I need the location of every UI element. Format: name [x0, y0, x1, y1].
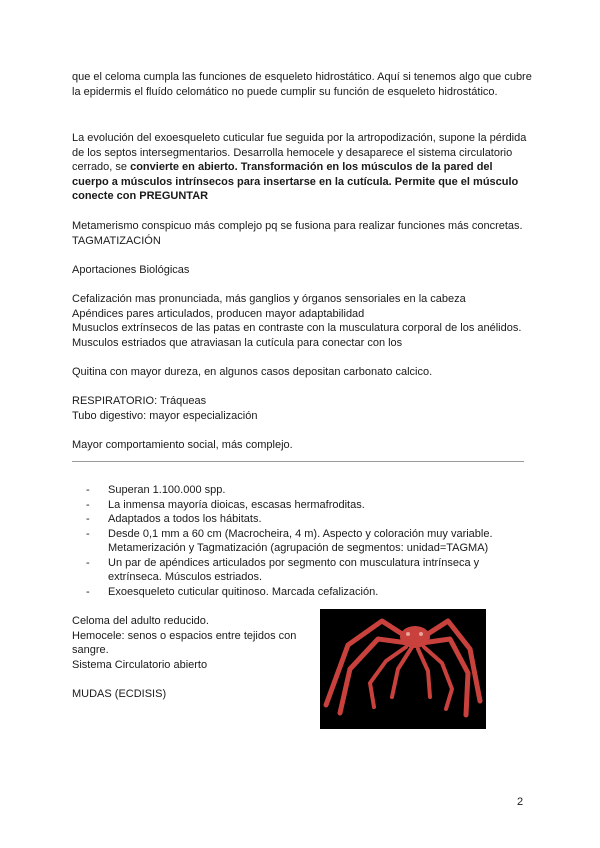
dash-bullet: -: [86, 513, 90, 525]
paragraph-text: que el celoma cumpla las funciones de esqueleto hidrostático. Aquí si tenemos algo que cubre la epidermis el fluído celomático no puede cumplir su función de esqueleto hidrostático.: [72, 71, 532, 98]
list-item: [86, 498, 526, 513]
aportaciones-list: [72, 292, 532, 350]
crab-leg: [370, 647, 406, 707]
paragraph-quitina: [72, 365, 532, 380]
normal-text: La evolución del exoesqueleto cuticular fue seguida por la artropodización, supone la pérdida de los septos intersegmentarios. Desarrolla hemocele y desaparece el sistema circulatorio cerrado, se: [72, 132, 527, 173]
aportaciones-heading: [72, 263, 532, 278]
list-item-text: La inmensa mayoría dioicas, escasas hermafroditas.: [108, 498, 365, 511]
spider-crab-photo: [320, 609, 486, 729]
aportacion-item: Musuclos extrínsecos de las patas en contraste con la musculatura corporal de los anélidos.: [72, 322, 522, 334]
paragraph-text: [72, 131, 532, 204]
spider-crab-illustration: [320, 609, 486, 729]
aportacion-item: Musculos estriados que atraviasan la cutícula para conectar con los: [72, 336, 403, 349]
dash-bullet: -: [86, 498, 90, 511]
paragraph-sistemas: [72, 394, 532, 423]
page-number: 2: [517, 796, 524, 808]
crab-leg: [326, 621, 410, 705]
paragraph-comportamiento: [72, 438, 532, 453]
crab-eye: [419, 632, 423, 636]
paragraph-celoma-hidrostatico: [72, 70, 532, 99]
crab-eye: [406, 632, 410, 636]
list-item: [86, 556, 526, 585]
mudas-note: MUDAS (ECDISIS): [72, 687, 167, 700]
list-item: [86, 512, 526, 527]
paragraph-artropodizacion: [72, 131, 532, 204]
celoma-note: Celoma del adulto reducido.: [72, 615, 209, 627]
crab-leg: [418, 649, 430, 697]
list-item-text: Exoesqueleto cuticular quitinoso. Marcada cefalización.: [108, 585, 379, 598]
list-item: [86, 483, 526, 498]
metamerismo-line: Metamerismo conspicuo más complejo pq se fusiona para realizar funciones más concretas.: [72, 220, 523, 232]
horizontal-divider: [72, 461, 524, 462]
list-item-text: Un par de apéndices articulados por segmento con musculatura intrínseca y extrínseca. Músculos estriados.: [108, 556, 480, 583]
list-item: [86, 585, 526, 600]
tagmatizacion-line: TAGMATIZACIÓN: [72, 234, 161, 247]
crab-carapace: [400, 626, 430, 648]
dash-bullet: -: [86, 556, 90, 569]
aportacion-item: Apéndices pares articulados, producen mayor adaptabilidad: [72, 307, 365, 320]
characteristics-list: [86, 483, 526, 599]
tubo-digestivo-line: Tubo digestivo: mayor especialización: [72, 409, 258, 422]
respiratorio-line: RESPIRATORIO: Tráqueas: [72, 395, 207, 407]
dash-bullet: -: [86, 527, 90, 540]
heading-text: Aportaciones Biológicas: [72, 264, 190, 276]
paragraph-metamerismo: [72, 219, 532, 248]
list-item-text: Superan 1.100.000 spp.: [108, 484, 226, 496]
bold-text: convierte en abierto. Transformación en los músculos de la pared del cuerpo a músculos intrínsecos para insertarse en la cutícula. Permite que el músculo conecte con PREGUNTAR: [72, 161, 519, 202]
paragraph-text: Mayor comportamiento social, más complejo.: [72, 439, 293, 451]
dash-bullet: -: [86, 484, 90, 496]
paragraph-text: Quitina con mayor dureza, en algunos casos depositan carbonato calcico.: [72, 366, 433, 378]
aportacion-item: Cefalización mas pronunciada, más ganglios y órganos sensoriales en la cabeza: [72, 293, 466, 305]
dash-bullet: -: [86, 585, 90, 598]
notes-column: [72, 614, 312, 701]
list-item: [86, 527, 526, 556]
hemocele-note: Hemocele: senos o espacios entre tejidos con sangre.: [72, 629, 297, 656]
list-item-text: Adaptados a todos los hábitats.: [108, 513, 262, 525]
sistema-circulatorio-note: Sistema Circulatorio abierto: [72, 658, 208, 671]
list-item-text: Desde 0,1 mm a 60 cm (Macrocheira, 4 m). Aspecto y coloración muy variable. Metamerización y Tagmatización (agrupación de segmentos: unidad=TAGMA): [108, 527, 493, 554]
